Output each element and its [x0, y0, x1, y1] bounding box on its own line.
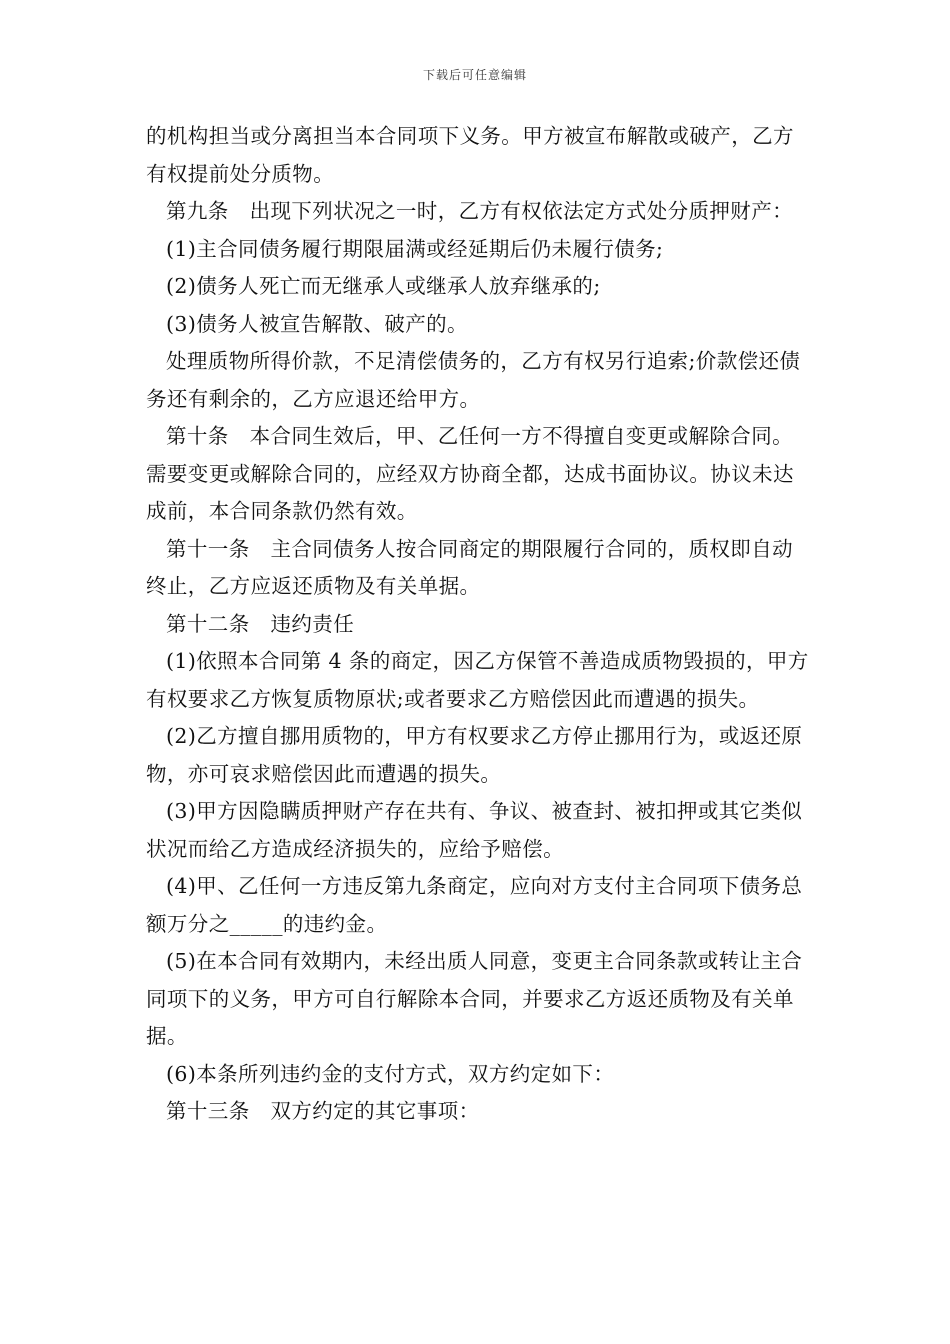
article-9-item-1: (1)主合同债务履行期限届满或经延期后仍未履行债务; — [166, 236, 664, 261]
article-9-proceeds: 处理质物所得价款，不足清偿债务的，乙方有权另行追索;价款偿还债务还有剩余的，乙方应退还给甲方。 — [146, 349, 801, 411]
article-9: 第九条 出现下列状况之一时，乙方有权依法定方式处分质押财产： — [166, 199, 793, 223]
article-12-item-3: (3)甲方因隐瞒质押财产存在共有、争议、被查封、被扣押或其它类似状况而给乙方造成经济损失的，应给予赔偿。 — [146, 799, 803, 861]
article-9-item-2: (2)债务人死亡而无继承人或继承人放弃继承的; — [166, 274, 601, 298]
article-12-item-6: (6)本条所列违约金的支付方式，双方约定如下： — [166, 1061, 615, 1086]
paragraph-continuation: 的机构担当或分离担当本合同项下义务。甲方被宣布解散或破产，乙方有权提前处分质物。 — [146, 124, 794, 186]
article-12-item-1: (1)依照本合同第 4 条的商定，因乙方保管不善造成质物毁损的，甲方有权要求乙方恢复质物原状;或者要求乙方赔偿因此而遭遇的损失。 — [146, 649, 809, 711]
article-13-heading: 第十三条 双方约定的其它事项： — [166, 1099, 480, 1123]
article-12-item-4: (4)甲、乙任何一方违反第九条商定，应向对方支付主合同项下债务总额万分之_____的违约金。 — [146, 874, 803, 936]
document-body — [146, 118, 810, 1131]
header-note: 下载后可任意编辑 — [422, 68, 527, 82]
article-11: 第十一条 主合同债务人按合同商定的期限履行合同的，质权即自动终止，乙方应返还质物及有关单据。 — [146, 536, 793, 598]
article-9-item-3: (3)债务人被宣告解散、破产的。 — [166, 311, 468, 336]
article-12-heading: 第十二条 违约责任 — [166, 611, 355, 636]
article-10: 第十条 本合同生效后，甲、乙任何一方不得擅自变更或解除合同。需要变更或解除合同的，应经双方协商全都，达成书面协议。协议未达成前，本合同条款仍然有效。 — [146, 424, 794, 523]
article-12-item-5: (5)在本合同有效期内，未经出质人同意，变更主合同条款或转让主合同项下的义务，甲方可自行解除本合同，并要求乙方返还质物及有关单据。 — [146, 949, 803, 1048]
article-12-item-2: (2)乙方擅自挪用质物的，甲方有权要求乙方停止挪用行为，或返还原物，亦可哀求赔偿因此而遭遇的损失。 — [146, 724, 803, 786]
